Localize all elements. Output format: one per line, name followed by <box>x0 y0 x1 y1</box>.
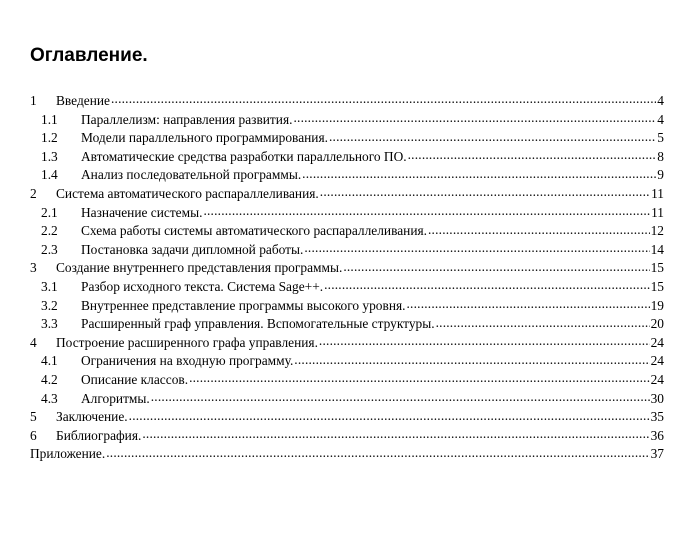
toc-entry-page: 15 <box>650 278 664 294</box>
toc-dot-leader <box>189 370 650 384</box>
toc-dot-leader <box>304 240 649 254</box>
toc-entry-title: Анализ последовательной программы. <box>81 167 302 183</box>
toc-entry[interactable] <box>30 444 664 463</box>
toc-entry-title: Алгоритмы. <box>81 390 150 406</box>
toc-entry-page: 15 <box>650 260 664 276</box>
toc-entry-number: 4.1 <box>41 353 58 369</box>
toc-entry-number: 1 <box>30 93 37 108</box>
toc-entry-title: Создание внутреннего представления программы. <box>56 260 343 276</box>
toc-dot-leader <box>324 277 650 291</box>
toc-dot-leader <box>428 221 650 235</box>
toc-dot-leader <box>343 258 649 272</box>
toc-dot-leader <box>329 128 656 142</box>
toc-entry[interactable] <box>30 110 664 129</box>
toc-dot-leader <box>129 407 650 421</box>
toc-entry[interactable] <box>30 389 664 408</box>
toc-entry[interactable] <box>30 296 664 315</box>
toc-entry[interactable] <box>30 314 664 333</box>
toc-entry-page: 36 <box>650 427 664 443</box>
toc-entry-number: 4.3 <box>41 390 58 406</box>
toc-entry-number: 2.3 <box>41 241 58 257</box>
toc-entry[interactable] <box>30 240 664 259</box>
toc-entry[interactable] <box>30 184 664 203</box>
toc-entry-title: Построение расширенного графа управления. <box>56 334 318 350</box>
toc-entry[interactable] <box>30 333 664 352</box>
toc-entry-title: Приложение. <box>30 446 106 462</box>
toc-entry-title: Схема работы системы автоматического распараллеливания. <box>81 223 427 239</box>
toc-entry-title: Модели параллельного программирования. <box>81 130 328 146</box>
toc-entry-page: 19 <box>650 297 664 313</box>
toc-entry-number: 6 <box>30 427 37 443</box>
toc-entry[interactable] <box>30 91 664 110</box>
toc-entry-title: Ограничения на входную программу. <box>81 353 294 369</box>
toc-entry-page: 4 <box>657 111 664 127</box>
toc-entry-page: 20 <box>650 316 664 332</box>
toc-dot-leader <box>302 165 656 179</box>
toc-dot-leader <box>436 314 650 328</box>
toc-entry-number: 2.2 <box>41 223 58 239</box>
toc-entry[interactable] <box>30 147 664 166</box>
toc-entry-title: Автоматические средства разработки параллельного ПО. <box>81 148 407 164</box>
toc-entry-title: Расширенный граф управления. Вспомогательные структуры. <box>81 316 435 332</box>
toc-entry[interactable] <box>30 165 664 184</box>
toc-entry-title: Заключение. <box>56 409 128 425</box>
table-of-contents <box>30 91 664 463</box>
toc-entry[interactable] <box>30 203 664 222</box>
toc-entry[interactable] <box>30 221 664 240</box>
toc-entry-number: 1.1 <box>41 111 58 127</box>
toc-entry-page: 24 <box>650 353 664 369</box>
toc-entry-number: 3.3 <box>41 316 58 332</box>
toc-entry-number: 2.1 <box>41 204 58 220</box>
toc-entry-page: 11 <box>651 204 664 220</box>
toc-entry-title: Параллелизм: направления развития. <box>81 111 293 127</box>
toc-dot-leader <box>319 333 650 347</box>
toc-entry-page: 12 <box>650 223 664 239</box>
toc-dot-leader <box>407 296 650 310</box>
toc-entry[interactable] <box>30 128 664 147</box>
toc-entry-number: 3.2 <box>41 297 58 313</box>
toc-entry-page: 24 <box>650 371 664 387</box>
toc-dot-leader <box>203 203 650 217</box>
toc-entry-title: Библиография. <box>56 427 142 443</box>
toc-entry-page: 37 <box>650 446 664 462</box>
toc-entry-title: Введение <box>56 93 110 108</box>
toc-entry-title: Внутреннее представление программы высокого уровня. <box>81 297 406 313</box>
toc-dot-leader <box>106 444 649 458</box>
toc-entry-page: 11 <box>651 185 664 201</box>
toc-entry-page: 8 <box>657 148 664 164</box>
toc-entry-title: Разбор исходного текста. Система Sage++. <box>81 278 324 294</box>
toc-entry-page: 9 <box>657 167 664 183</box>
toc-entry[interactable] <box>30 351 664 370</box>
toc-entry-number: 2 <box>30 185 37 201</box>
toc-dot-leader <box>142 426 649 440</box>
toc-entry[interactable] <box>30 407 664 426</box>
toc-dot-leader <box>293 110 656 124</box>
toc-dot-leader <box>320 184 650 198</box>
toc-entry-title: Описание классов. <box>81 371 189 387</box>
toc-entry[interactable] <box>30 370 664 389</box>
toc-dot-leader <box>294 351 649 365</box>
toc-entry-page: 30 <box>650 390 664 406</box>
toc-entry-page: 5 <box>657 130 664 146</box>
toc-entry-title: Постановка задачи дипломной работы. <box>81 241 304 257</box>
toc-dot-leader <box>151 389 650 403</box>
toc-entry[interactable] <box>30 258 664 277</box>
toc-entry-number: 3.1 <box>41 278 58 294</box>
toc-entry[interactable] <box>30 277 664 296</box>
toc-entry-number: 4 <box>30 334 37 350</box>
toc-entry-page: 24 <box>650 334 664 350</box>
toc-entry-number: 1.3 <box>41 148 58 164</box>
toc-entry-number: 1.4 <box>41 167 58 183</box>
toc-entry-title: Назначение системы. <box>81 204 203 220</box>
toc-entry[interactable] <box>30 426 664 445</box>
toc-dot-leader <box>111 91 656 105</box>
toc-entry-number: 5 <box>30 409 37 425</box>
toc-entry-page: 14 <box>650 241 664 257</box>
toc-dot-leader <box>408 147 657 161</box>
toc-entry-page: 35 <box>650 409 664 425</box>
toc-title: Оглавление. <box>30 45 148 66</box>
toc-entry-number: 4.2 <box>41 371 58 387</box>
toc-entry-title: Система автоматического распараллеливания. <box>56 185 319 201</box>
toc-entry-page: 4 <box>657 93 664 108</box>
toc-entry-number: 1.2 <box>41 130 58 146</box>
toc-entry-number: 3 <box>30 260 37 276</box>
